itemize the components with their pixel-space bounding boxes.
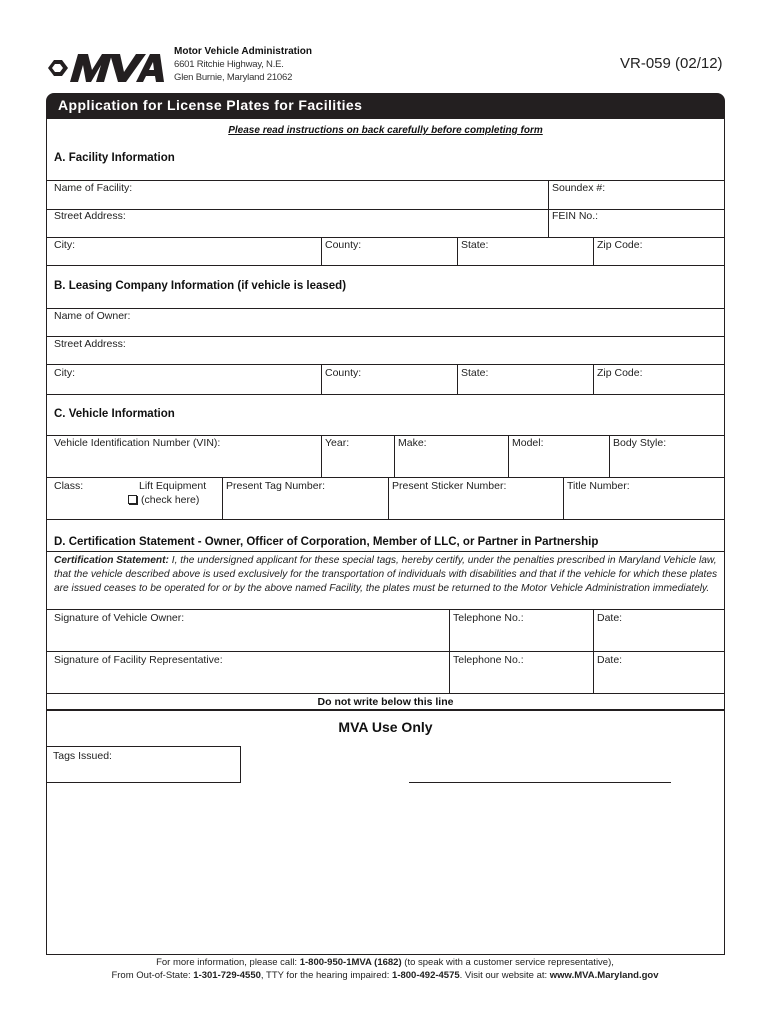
divider — [388, 477, 389, 519]
facility-street-field[interactable]: Street Address: — [54, 210, 126, 222]
checkbox-icon[interactable] — [128, 495, 137, 504]
divider — [593, 237, 594, 265]
divider — [394, 435, 395, 477]
owner-zip-field[interactable]: Zip Code: — [597, 367, 643, 379]
org-name: Motor Vehicle Administration — [174, 46, 312, 57]
divider — [609, 435, 610, 477]
mva-logo — [46, 50, 168, 86]
facility-telephone-field[interactable]: Telephone No.: — [453, 654, 524, 666]
divider — [46, 364, 725, 365]
section-b-heading: B. Leasing Company Information (if vehicle is leased) — [54, 280, 347, 292]
check-here-label: (check here) — [141, 494, 200, 506]
owner-street-field[interactable]: Street Address: — [54, 338, 126, 350]
divider — [563, 477, 564, 519]
footer-line1 — [0, 956, 770, 969]
certification-statement — [54, 554, 720, 596]
divider — [457, 237, 458, 265]
fein-field[interactable]: FEIN No.: — [552, 210, 599, 222]
divider — [457, 364, 458, 394]
divider — [321, 435, 322, 477]
footer-phone-main: 1-800-950-1MVA (1682) — [299, 957, 402, 968]
footer-phone-tty: 1-800-492-4575 — [392, 970, 460, 981]
divider — [321, 237, 322, 265]
tags-issued-label: Tags Issued: — [53, 750, 112, 762]
divider — [46, 209, 725, 210]
footer-text: For more information, please call: — [156, 957, 300, 968]
footer-text: , TTY for the hearing impaired: — [260, 970, 393, 981]
divider — [46, 336, 725, 337]
footer-phone-out: 1-301-729-4550 — [193, 970, 261, 981]
cert-body: I, the undersigned applicant for these special tags, hereby certify, under the penalties prescribed in Maryland Vehicle law, that the vehicle described above is used exclusively for the transportation of individuals with disabilities and that if the vehicle for which these plates are issued ceases to be operated for or by the above named Facility, the plates must be returned to the Motor Vehicle Administration immediately. — [54, 555, 718, 594]
facility-date-field[interactable]: Date: — [597, 654, 623, 666]
divider — [222, 477, 223, 519]
facility-county-field[interactable]: County: — [325, 239, 362, 251]
divider — [46, 693, 725, 694]
divider — [46, 519, 725, 520]
present-tag-field[interactable]: Present Tag Number: — [226, 480, 326, 492]
divider — [46, 308, 725, 309]
org-address-line1: 6601 Ritchie Highway, N.E. — [174, 59, 284, 70]
make-field[interactable]: Make: — [398, 437, 427, 449]
lift-equipment-label: Lift Equipment — [139, 480, 207, 492]
section-d-heading: D. Certification Statement - Owner, Officer of Corporation, Member of LLC, or Partner in Partnership — [54, 536, 599, 548]
form-title: Application for License Plates for Facilities — [58, 97, 363, 113]
facility-signature-field[interactable]: Signature of Facility Representative: — [54, 654, 223, 666]
facility-zip-field[interactable]: Zip Code: — [597, 239, 643, 251]
divider — [46, 651, 725, 652]
footer-text: (to speak with a customer service representative), — [401, 957, 614, 968]
facility-name-field[interactable]: Name of Facility: — [54, 182, 133, 194]
lift-equipment-checkbox[interactable] — [128, 494, 199, 506]
mva-signature-line — [409, 782, 671, 783]
footer-website-link[interactable]: www.MVA.Maryland.gov — [549, 970, 659, 981]
soundex-field[interactable]: Soundex #: — [552, 182, 606, 194]
divider — [46, 477, 725, 478]
vin-field[interactable]: Vehicle Identification Number (VIN): — [54, 437, 221, 449]
form-number: VR-059 (02/12) — [620, 55, 723, 72]
divider — [46, 551, 725, 552]
present-sticker-field[interactable]: Present Sticker Number: — [392, 480, 507, 492]
body-style-field[interactable]: Body Style: — [613, 437, 667, 449]
owner-city-field[interactable]: City: — [54, 367, 75, 379]
mva-use-only-heading: MVA Use Only — [338, 719, 433, 735]
divider — [46, 435, 725, 436]
divider — [46, 265, 725, 266]
owner-telephone-field[interactable]: Telephone No.: — [453, 612, 524, 624]
owner-state-field[interactable]: State: — [461, 367, 489, 379]
section-a-heading: A. Facility Information — [54, 152, 175, 164]
divider — [46, 709, 725, 711]
divider — [46, 180, 725, 181]
do-not-write-notice: Do not write below this line — [317, 696, 454, 708]
divider — [46, 394, 725, 395]
footer-text: . Visit our website at: — [459, 970, 550, 981]
section-c-heading: C. Vehicle Information — [54, 408, 175, 420]
footer-line2 — [0, 969, 770, 982]
cert-label: Certification Statement: — [54, 555, 169, 566]
owner-date-field[interactable]: Date: — [597, 612, 623, 624]
instructions: Please read instructions on back carefully before completing form — [228, 125, 543, 136]
divider — [321, 364, 322, 394]
facility-city-field[interactable]: City: — [54, 239, 75, 251]
owner-signature-field[interactable]: Signature of Vehicle Owner: — [54, 612, 185, 624]
org-address-line2: Glen Burnie, Maryland 21062 — [174, 72, 293, 83]
class-field[interactable]: Class: — [54, 480, 84, 492]
year-field[interactable]: Year: — [325, 437, 350, 449]
owner-name-field[interactable]: Name of Owner: — [54, 310, 131, 322]
divider — [593, 364, 594, 394]
divider — [46, 237, 725, 238]
divider — [46, 609, 725, 610]
model-field[interactable]: Model: — [512, 437, 544, 449]
divider — [508, 435, 509, 477]
owner-county-field[interactable]: County: — [325, 367, 362, 379]
footer-text: From Out-of-State: — [111, 970, 194, 981]
title-number-field[interactable]: Title Number: — [567, 480, 630, 492]
facility-state-field[interactable]: State: — [461, 239, 489, 251]
